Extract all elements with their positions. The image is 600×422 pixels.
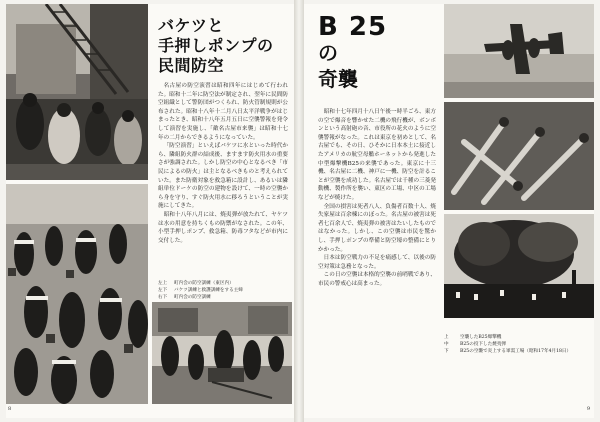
book-gutter [294,0,304,422]
caption-position: 中 [444,342,449,348]
right-paragraph-2: 全国の損害は死者八人、負傷者百数十人、焼失家屋は百余棟にのぼった。名古屋の被害は死者七百余人で、焼夷弾の被害はたいしたものではなかった。しかし、この空襲は市民を驚かし、手押しポンプの準備と防空壕の整備にとりかかった。 [318,203,436,253]
photo-burning-factory [444,214,594,318]
left-title-line-2: 手押しポンプの [158,36,274,55]
caption-position: 左上 [158,281,168,286]
right-folio: 9 [586,406,590,412]
right-title-b25: B 25 [318,12,388,42]
right-title-no: の [318,41,338,65]
caption-position: 左下 [158,288,168,294]
caption-position: 右下 [158,295,168,301]
left-title-line-1: バケツと [158,16,224,35]
photo-b25-bomber [444,4,594,98]
left-paragraph-1: 名古屋の防空演習は昭和四年にはじめて行われた。昭和十二年に防空法が制定され、翌年に民間防空組織として警防団がつくられ、防火管制規則が公布された。昭和十八年十二月八日太平洋戦争がはじまったとき、昭和十八年五月五日に空襲警報を発令して演習を実施し、「敵名古屋市来襲」は昭和十七年の二月からできるようになっていた。 [158,83,288,141]
right-paragraph-1: 昭和十七年四月十八日午後一時半ごろ、東方の空で爆音を響かせた二機の飛行機が、ボンボンという高射砲の音、市役所の花火のように空襲警報がなった。これは東京を初めとして、名古屋でも、その日、ひそかに日本本土に接近したアメリカの航空母艦ホーネットから発進した中型爆撃機B25の来襲であった。東京に十三機、名古屋に二機、神戸に一機、防空を計ることが空襲を成功した。名古屋では千種の三菱発動機、製作所を襲い、東区の工場、中区の工場などが焼けた。 [318,109,436,201]
right-title [318,14,434,92]
caption-text: バケツ訓練と救護訓練をする主婦 [174,288,243,294]
left-captions [158,280,288,302]
photo-pump-drill [152,302,292,404]
left-folio: 8 [8,406,12,412]
caption-text: 町内会の防空訓練 [174,295,211,301]
caption-row [158,280,288,287]
caption-row [444,348,594,355]
right-paragraph-3: 日本は防空戦力の不足を痛感して、以後の防空対策は急務となった。 [318,255,436,270]
left-title [158,16,288,76]
right-title-raid: 奇襲 [318,67,358,91]
photo-bucket-drill [6,184,148,404]
caption-position: 上 [444,335,449,340]
caption-position: 下 [444,349,449,355]
right-paragraph-4: この日の空襲は本格的空襲の前哨戦であり、市民の警戒心は高まった。 [318,272,436,287]
photo-bucket-relay [6,4,148,180]
caption-text: B25の空襲で炎上する軍需工場（昭和17年4月18日） [460,349,572,355]
caption-row [158,294,288,301]
left-page [6,4,294,418]
left-title-line-3: 民間防空 [158,56,225,75]
left-paragraph-2: 「防空演習」といえばバケツに水といった時代から、隣組防火群の結成後、ますます防火用水の重要さが強調された。しかし防空の中心となるべき「市民によるの防火」は主となるべきものと考えられていた。また防衛対象を救急箱に設計し、あるいは隣組単位ドーケの防空の建物を設けて、一時の空襲から身を守り、すぐ防火用水に移ろうということが実施にしてきた。 [158,143,288,210]
left-paragraph-3: 昭和十八年八月には、焼夷弾が放たれて、ヤケツは水の用意を持ちくもの防禦がなされた。この年、小型手押しポンプ、救急箱、防毒フタなどが市内に交付した。 [158,211,288,244]
caption-row [444,334,594,341]
right-page [304,4,594,418]
caption-row [158,287,288,294]
photo-incendiary-bombs [444,102,594,210]
caption-row [444,341,594,348]
caption-text: 町内会の防空訓練（東区内） [174,281,234,286]
right-body-text [318,108,436,408]
right-captions [444,334,594,356]
caption-text: 空襲したB25爆撃機 [460,335,502,340]
left-body-text [158,82,288,274]
caption-text: B25の投下した焼夷弾 [460,342,506,348]
